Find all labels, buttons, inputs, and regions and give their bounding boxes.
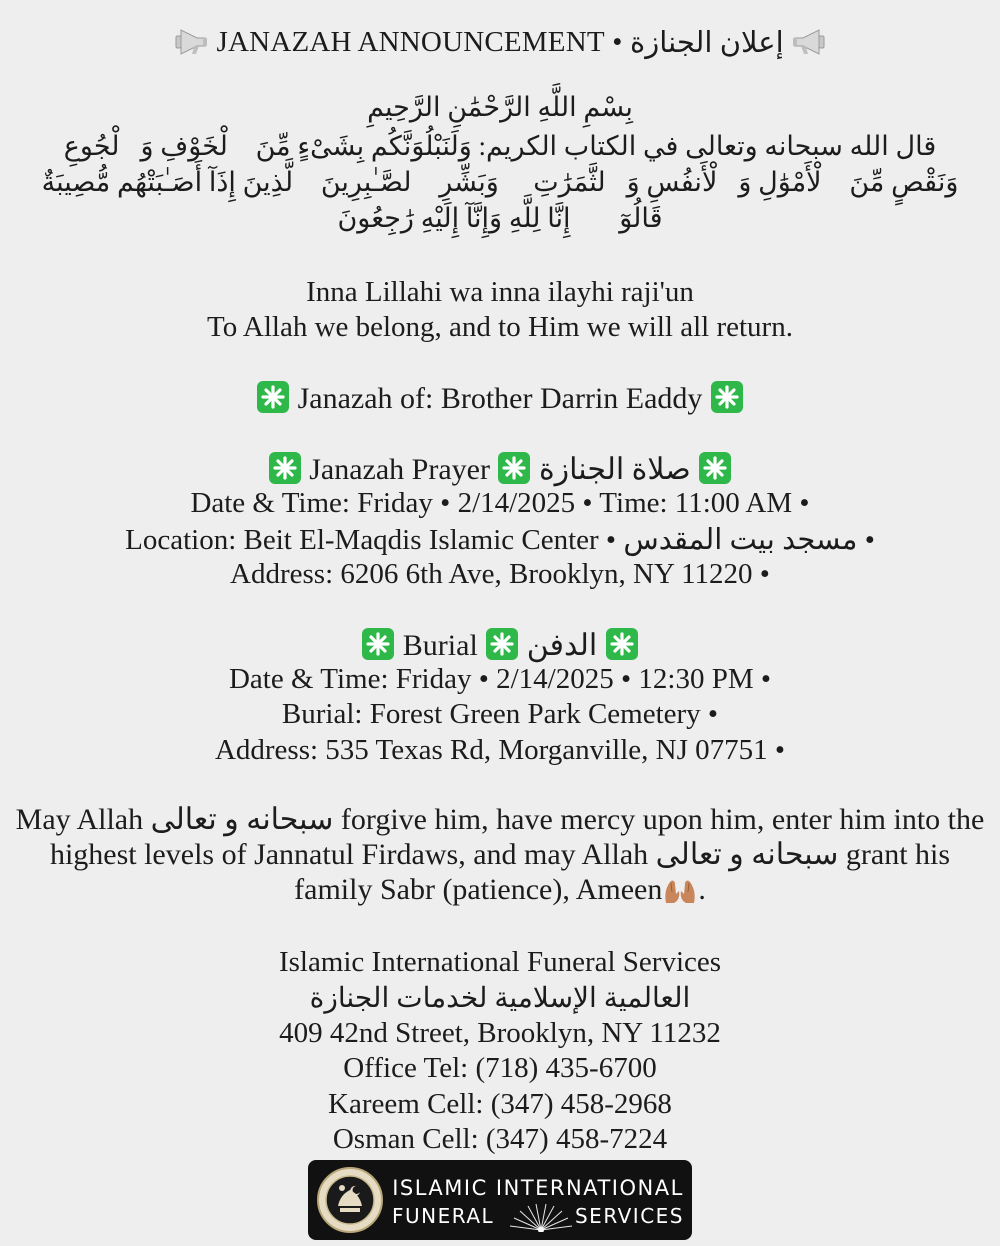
megaphone-icon — [173, 27, 209, 57]
deceased-line — [0, 380, 1000, 416]
logo-line-1: ISLAMIC INTERNATIONAL — [392, 1176, 684, 1200]
burial-heading-ar: الدفن — [526, 629, 598, 662]
seal-emblem-icon — [316, 1166, 384, 1234]
sparkle-icon — [361, 627, 395, 661]
burial-address: Address: 535 Texas Rd, Morganville, NJ 07751 • — [214, 734, 786, 766]
sparkle-icon — [256, 380, 290, 414]
prayer-location — [0, 522, 1000, 557]
dua-part-4: . — [698, 873, 706, 906]
burial-datetime: Date & Time: Friday • 2/14/2025 • 12:30 PM • — [228, 663, 772, 695]
prayer-location-end: • — [864, 524, 875, 556]
prayer-heading — [0, 451, 1000, 487]
sparkle-icon — [698, 451, 732, 485]
sparkle-icon — [605, 627, 639, 661]
burial-place: Burial: Forest Green Park Cemetery • — [281, 698, 719, 730]
praying-hands-icon — [662, 877, 698, 905]
sparkle-icon — [485, 627, 519, 661]
sparkle-icon — [497, 451, 531, 485]
funeral-home-name: Islamic International Funeral Services — [278, 946, 722, 978]
kareem-cell: Kareem Cell: (347) 458-2968 — [328, 1088, 672, 1120]
sunburst-icon — [508, 1202, 574, 1232]
dua-part-1: May Allah — [15, 803, 144, 836]
prayer-heading-ar: صلاة الجنازة — [538, 453, 691, 486]
osman-cell: Osman Cell: (347) 458-7224 — [332, 1123, 668, 1155]
logo-line-2-left: FUNERAL — [392, 1204, 495, 1228]
dua-part-2: forgive him, have mercy upon him, enter him into the highest levels of Jannatul Firdaws, and may Allah — [49, 803, 985, 871]
dua-arabic-1: سبحانه و تعالى — [150, 803, 334, 836]
megaphone-icon — [791, 27, 827, 57]
dua-part-3: grant his family Sabr (patience), Ameen — [294, 838, 951, 906]
basmala: بِسْمِ اللَّهِ الرَّحْمَٰنِ الرَّحِيمِ — [367, 92, 633, 122]
title-ar: إعلان الجنازة — [630, 26, 784, 59]
dua-arabic-2: سبحانه و تعالى — [655, 838, 839, 871]
prayer-location-ar: مسجد بيت المقدس — [623, 524, 858, 556]
burial-heading — [0, 627, 1000, 663]
prayer-heading-en: Janazah Prayer — [309, 453, 490, 486]
prayer-datetime: Date & Time: Friday • 2/14/2025 • Time: 11:00 AM • — [190, 487, 810, 519]
quran-verse: قال الله سبحانه وتعالى في الكتاب الكريم: وَلَنَبْلُوَنَّكُم بِشَىْءٍ مِّنَ ٱلْخَوْفِ وَٱلْجُوعِ وَنَقْصٍ مِّنَ ٱلْأَمْوَٰلِ وَٱلْأَنفُسِ وَٱلثَّمَرَٰتِ ۗ وَبَشِّرِ ٱلصَّـٰبِرِينَ ٱلَّذِينَ إِذَآ أَصَـٰبَتْهُم مُّصِيبَةٌ قَالُوٓا۟ إِنَّا لِلَّهِ وَإِنَّآ إِلَيْهِ رَٰجِعُونَ — [41, 131, 959, 233]
funeral-home-address: 409 42nd Street, Brooklyn, NY 11232 — [279, 1017, 721, 1049]
title-separator: • — [612, 25, 623, 58]
prayer-location-en: Location: Beit El-Maqdis Islamic Center • — [125, 524, 617, 556]
translation: To Allah we belong, and to Him we will all return. — [207, 311, 793, 343]
burial-heading-en: Burial — [402, 629, 478, 662]
transliteration: Inna Lillahi wa inna ilayhi raji'un — [306, 276, 694, 308]
sparkle-icon — [268, 451, 302, 485]
funeral-home-name-ar: العالمية الإسلامية لخدمات الجنازة — [309, 983, 691, 1014]
logo-line-2-right: SERVICES — [574, 1204, 684, 1228]
office-phone: Office Tel: (718) 435-6700 — [343, 1052, 657, 1084]
funeral-services-logo — [308, 1160, 692, 1240]
deceased-label: Janazah of: Brother Darrin Eaddy — [297, 382, 703, 415]
sparkle-icon — [710, 380, 744, 414]
prayer-address: Address: 6206 6th Ave, Brooklyn, NY 11220 • — [230, 558, 770, 590]
dua-paragraph — [10, 802, 990, 907]
title-en: JANAZAH ANNOUNCEMENT — [216, 25, 605, 58]
announcement-title — [0, 24, 1000, 60]
